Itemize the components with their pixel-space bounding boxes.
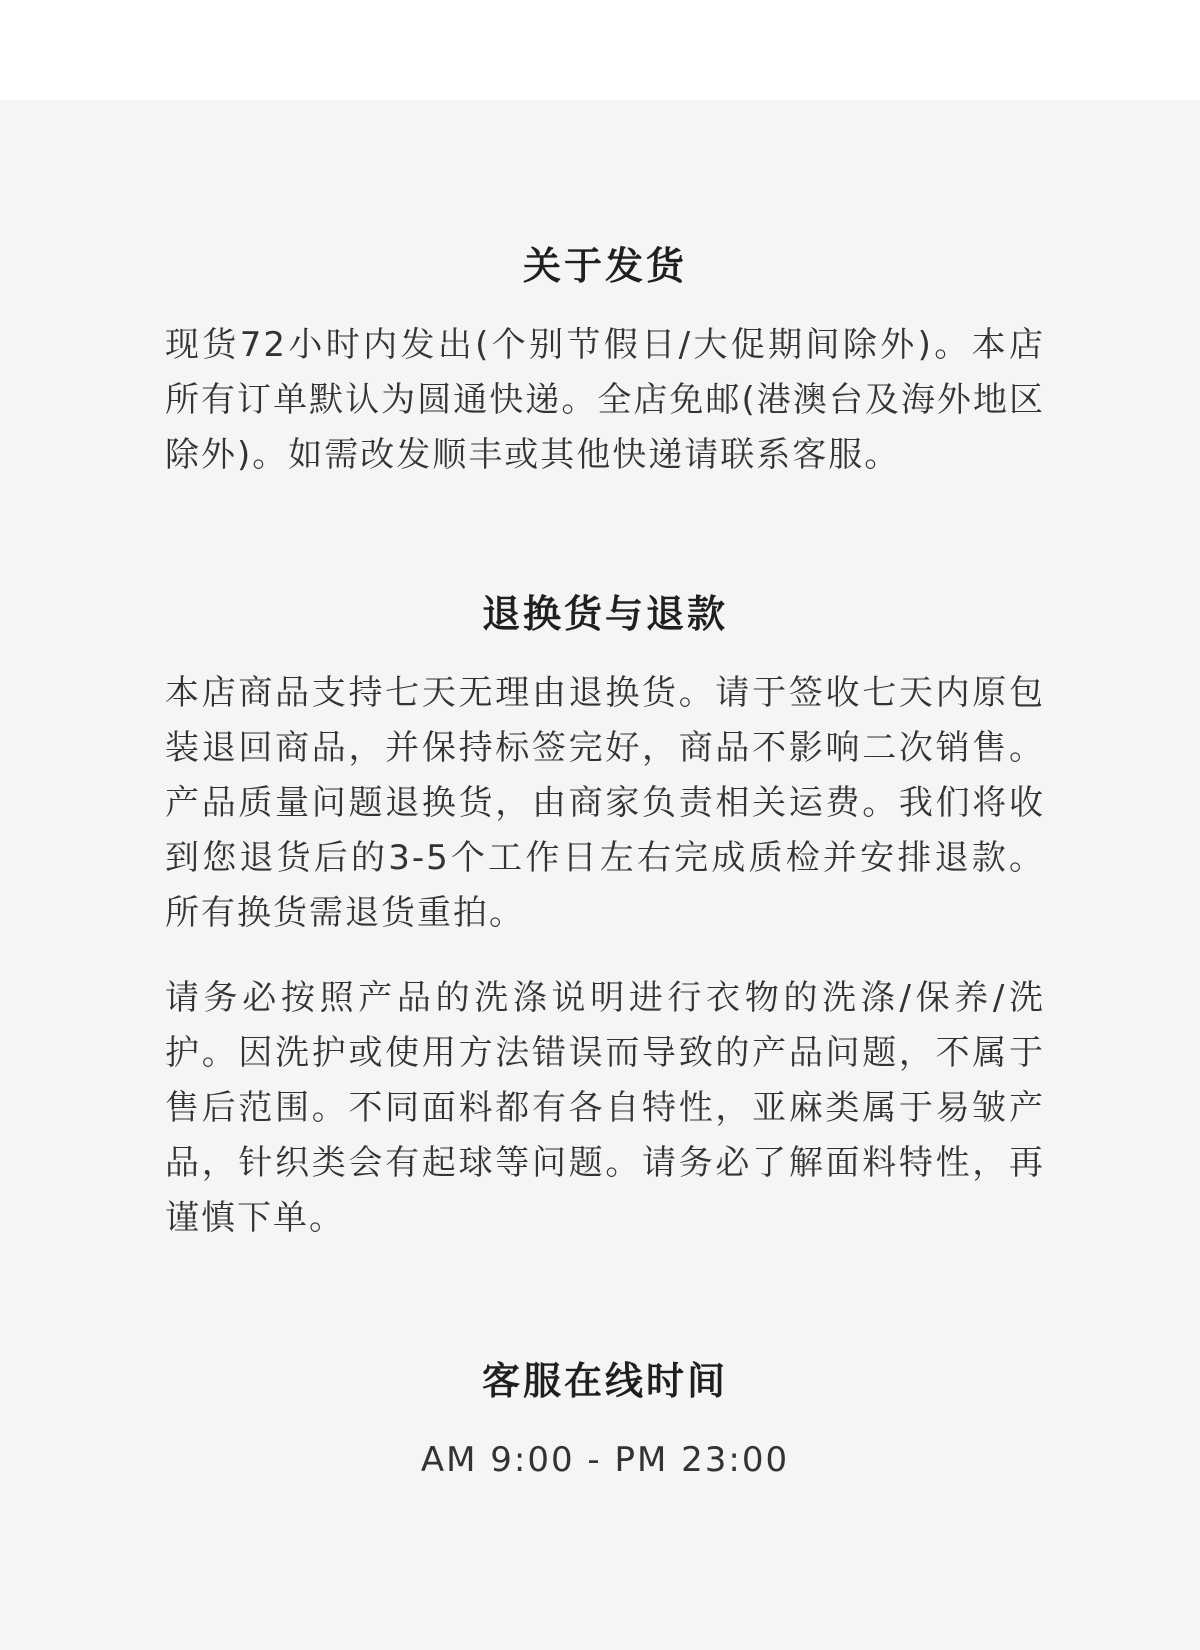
care-notice-text: 请务必按照产品的洗涤说明进行衣物的洗涤/保养/洗护。因洗护或使用方法错误而导致的产品问题，不属于售后范围。不同面料都有各自特性，亚麻类属于易皱产品，针织类会有起球等问题。请务必了解面料特性，再谨慎下单。: [165, 978, 1045, 1238]
returns-policy-text: 本店商品支持七天无理由退换货。请于签收七天内原包装退回商品，并保持标签完好，商品不影响二次销售。产品质量问题退换货，由商家负责相关运费。我们将收到您退货后的3-5个工作日左右完成质检并安排退款。所有换货需退货重拍。: [165, 673, 1045, 933]
service-title: 客服在线时间: [481, 1359, 728, 1403]
returns-section: [165, 588, 1045, 1246]
service-hours: AM 9:00 - PM 23:00: [420, 1440, 790, 1480]
shipping-title: 关于发货: [522, 244, 687, 288]
shipping-section: [165, 240, 1045, 483]
shipping-text: 现货72小时内发出(个别节假日/大促期间除外)。本店所有订单默认为圆通快递。全店免邮(港澳台及海外地区除外)。如需改发顺丰或其他快递请联系客服。: [165, 325, 1045, 475]
top-blank-area: [0, 0, 1200, 100]
returns-title: 退换货与退款: [481, 592, 728, 636]
service-section: [165, 1355, 1045, 1488]
info-panel: [0, 100, 1200, 1650]
